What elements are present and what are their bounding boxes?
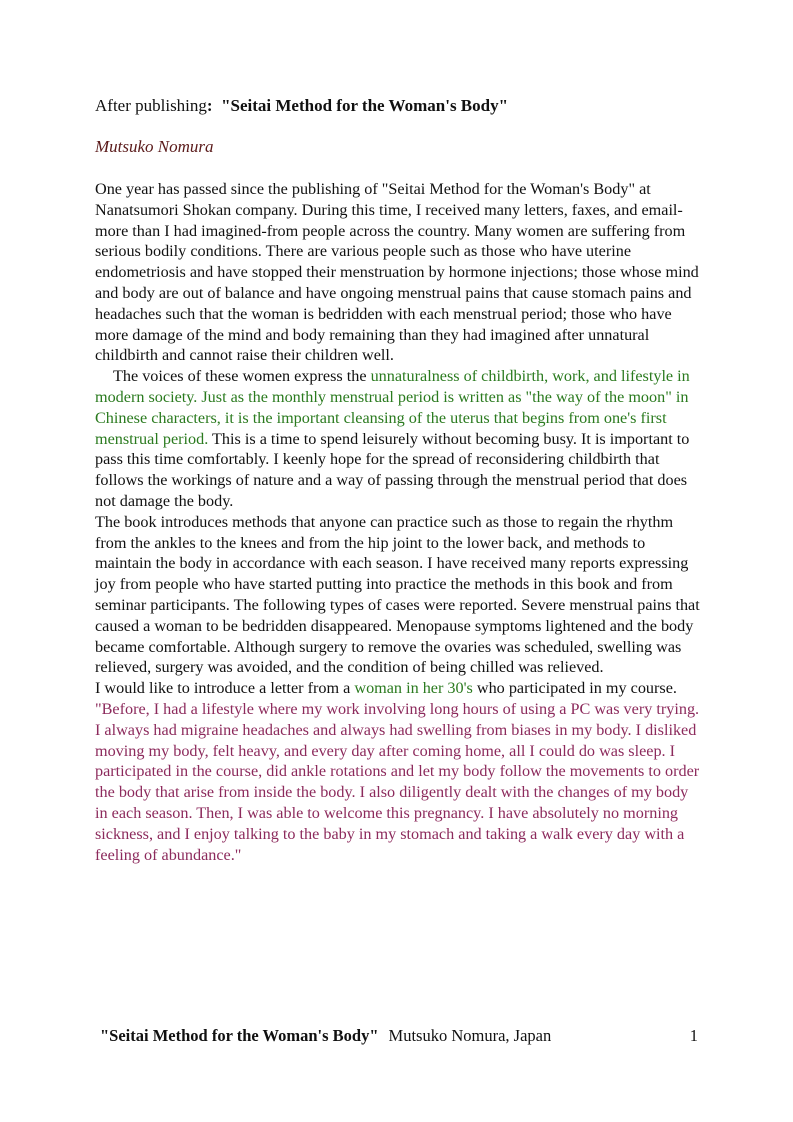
paragraph-2-start: The voices of these women express the	[113, 367, 371, 386]
paragraph-3: The book introduces methods that anyone can practice such as those to regain the rhythm from the ankles to the knees and from the hip joint to the lower back, and methods to maintain the body in accordance with each season. I have received many reports expressing joy from people who have started putting into practice the methods in this book and from seminar participants. The following types of cases were reported. Severe menstrual pains that caused a woman to be bedridden disappeared. Menopause symptoms lightened and the body became comfortable. Although surgery to remove the ovaries was scheduled, swelling was relieved, surgery was avoided, and the condition of being chilled was relieved.	[95, 512, 700, 677]
author-name: Mutsuko Nomura	[95, 137, 214, 156]
heading-title: "Seitai Method for the Woman's Body"	[221, 96, 509, 115]
paragraph-2-end: This is a time to spend leisurely without becoming busy. It is important to pass this time comfortably. I keenly hope for the spread of reconsidering childbirth that follows the workings of nature and a way of passing through the menstrual period that does not damage the body.	[95, 429, 690, 510]
heading-prefix: After publishing	[95, 96, 207, 115]
letter-quote: "Before, I had a lifestyle where my work involving long hours of using a PC was very trying. I always had migraine headaches and always had swelling from biases in my body. I disliked moving my body, felt heavy, and every day after coming home, all I could do was sleep. I participated in the course, did ankle rotations and let my body follow the movements to order the body that arise from inside the body. I also diligently dealt with the changes of my body in each season. Then, I was able to welcome this pregnancy. I have absolutely no morning sickness, and I enjoy talking to the baby in my stomach and taking a walk every day with a feeling of abundance."	[95, 699, 700, 864]
paragraph-1: One year has passed since the publishing of "Seitai Method for the Woman's Body" at Nanatsumori Shokan company. During this time, I received many letters, faxes, and email-more than I had imagined-from people across the country. Many women are suffering from serious bodily conditions. There are various people such as those who have uterine endometriosis and have stopped their menstruation by hormone injections; those whose mind and body are out of balance and have ongoing menstrual pains that cause stomach pains and headaches such that the woman is bedridden with each menstrual period; those who have more damage of the mind and body remaining than they had imagined after unnatural childbirth and cannot raise their children well.	[95, 180, 699, 365]
paragraph-2	[95, 366, 701, 512]
footer-title: "Seitai Method for the Woman's Body"	[100, 1026, 379, 1045]
article-body	[95, 179, 701, 865]
paragraph-4-start: I would like to introduce a letter from a	[95, 679, 355, 698]
paragraph-4	[95, 678, 701, 865]
page-number: 1	[689, 1026, 698, 1045]
heading-colon: :	[206, 96, 213, 115]
paragraph-4-highlight: woman in her 30's	[354, 679, 473, 698]
footer-author: Mutsuko Nomura, Japan	[388, 1026, 552, 1045]
paragraph-4-mid: who participated in my course.	[472, 679, 677, 698]
page-heading	[95, 96, 508, 116]
page-footer	[100, 1026, 698, 1046]
paragraph-2-highlight: unnaturalness of childbirth, work, and lifestyle in modern society. Just as the monthly menstrual period is written as "the way of the moon" in Chinese characters, it is the important cleansing of the uterus that begins from one's first menstrual period.	[95, 367, 690, 448]
